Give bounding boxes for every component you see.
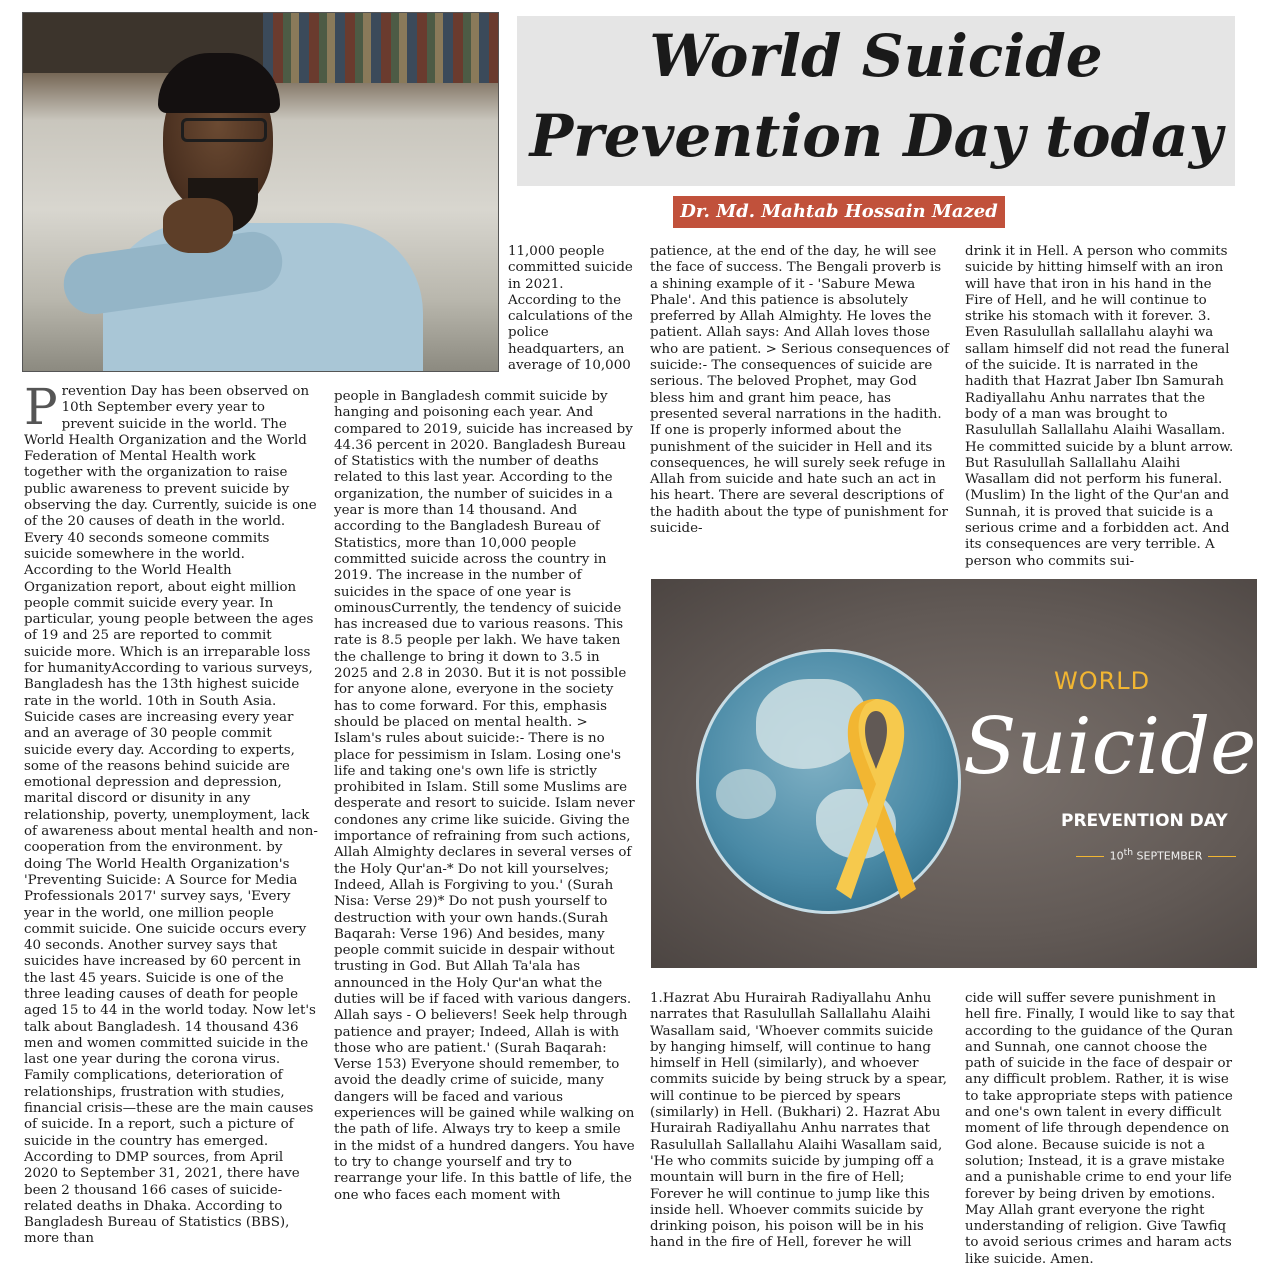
photo-bookshelf [263,13,498,83]
globe-landmass [716,769,776,819]
column-1-text: revention Day has been observed on 10th September every year to prevent suicide in the world. The World Health Organization and the World Federation of Mental Health work together with the organization to raise public awareness to prevent suicide by observing the day. Currently, suicide is one of the 20 causes of death in the world. Every 40 seconds someone commits suicide somewhere in the world. According to the World Health Organization report, about eight million people commit suicide every year. In particular, young people between the ages of 19 and 25 are reported to commit suicide more. Which is an irreparable loss for humanityAccording to various surveys, Bangladesh has the 13th highest suicide rate in the world. 10th in South Asia. Suicide cases are increasing every year and an average of 30 people commit suicide every day. According to experts, some of the reasons behind suicide are emotional depression and depression, marital discord or disunity in any relationship, poverty, unemployment, lack of awareness about mental health and non-cooperation from the environment. by doing The World Health Organization's 'Preventing Suicide: A Source for Media Professionals 2017' survey says, 'Every year in the world, one million people commit suicide. One suicide occurs every 40 seconds. Another survey says that suicides have increased by 60 percent in the last 45 years. Suicide is one of the three leading causes of death for people aged 15 to 44 in the world today. Now let's talk about Bangladesh. 14 thousand 436 men and women committed suicide in the last one year during the corona virus. Family complications, deterioration of relationships, frustration with studies, financial crisis—these are the main causes of suicide. In a report, such a picture of suicide in the country has emerged. According to DMP sources, from April 2020 to September 31, 2021, there have been 2 thousand 166 cases of suicide-related deaths in Dhaka. According to Bangladesh Bureau of Statistics (BBS), more than [24,384,318,1247]
author-byline: Dr. Md. Mahtab Hossain Mazed [673,196,1005,228]
headline-line-2: Prevention Day today [529,102,1223,170]
article-column-3-top: patience, at the end of the day, he will see the face of success. The Bengali proverb is a shining example of it - 'Sabure Mewa Phale'. And this patience is absolutely preferred by Allah Almighty. He loves the patient. Allah says: And Allah loves those who are patient. > Serious consequences of suicide:- The consequences of suicide are serious. The beloved Prophet, may God bless him and grant him peace, has presented several narrations in the hadith. If one is properly informed about the punishment of the suicider in Hell and its consequences, he will surely seek refuge in Allah from suicide and hate such an act in his heart. There are several descriptions of the hadith about the type of punishment for suicide- [650,244,950,537]
graphic-date-suffix: th [1123,847,1134,858]
headline [517,16,1235,176]
article-column-4-top: drink it in Hell. A person who commits suicide by hitting himself with an iron will have that iron in his hand in the Fire of Hell, and he will continue to strike his stomach with it forever. 3. Even Rasulullah sallallahu alayhi wa sallam himself did not read the funeral of the suicide. It is narrated in the hadith that Hazrat Jaber Ibn Samurah Radiyallahu Anhu narrates that the body of a man was brought to Rasulullah Sallallahu Alaihi Wasallam. He committed suicide by a blunt arrow. But Rasulullah Sallallahu Alaihi Wasallam did not perform his funeral. (Muslim) In the light of the Qur'an and Sunnah, it is proved that suicide is a serious crime and a forbidden act. And its consequences are very terrible. A person who commits sui- [965,244,1234,569]
author-photo [22,12,499,372]
photo-hand [163,198,233,253]
prevention-day-graphic [651,579,1257,968]
article-column-2: people in Bangladesh commit suicide by hanging and poisoning each year. And compared to 2019, suicide has increased by 44.36 percent in 2020. Bangladesh Bureau of Statistics with the number of deaths related to this last year. According to the organization, the number of suicides in a year is more than 14 thousand. And according to the Bangladesh Bureau of Statistics, more than 10,000 people committed suicide across the country in 2019. The increase in the number of suicides in the space of one year is ominousCurrently, the tendency of suicide has increased due to various reasons. This rate is 8.5 people per lakh. We have taken the challenge to bring it down to 3.5 in 2025 and 2.8 in 2030. But it is not possible for anyone alone, everyone in the society has to come forward. For this, emphasis should be placed on mental health. > Islam's rules about suicide:- There is no place for pessimism in Islam. Losing one's life and taking one's own life is strictly prohibited in Islam. Still some Muslims are desperate and resort to suicide. Islam never condones any crime like suicide. Giving the importance of refraining from such actions, Allah Almighty declares in several verses of the Holy Qur'an-* Do not kill yourselves; Indeed, Allah is Forgiving to you.' (Surah Nisa: Verse 29)* Do not push yourself to destruction with your own hands.(Surah Baqarah: Verse 196) And besides, many people commit suicide in despair without trusting in God. But Allah Ta'ala has announced in the Holy Qur'an what the duties will be if faced with various dangers. Allah says - O believers! Seek help through patience and prayer; Indeed, Allah is with those who are patient.' (Surah Baqarah: Verse 153) Everyone should remember, to avoid the deadly crime of suicide, many dangers will be faced and various experiences will be gained while walking on the path of life. Always try to keep a smile in the midst of a hundred dangers. You have to try to change yourself and try to rearrange your life. In this battle of life, the one who faces each moment with [334,389,635,1203]
graphic-suicide-script: Suicide [963,702,1257,792]
drop-cap: P [24,378,58,436]
graphic-date-month: SEPTEMBER [1136,849,1203,863]
photo-glasses [181,118,267,142]
date-rule-right [1208,856,1236,857]
article-column-1 [24,378,318,1248]
date-rule-left [1076,856,1104,857]
graphic-prevention-day-label: PREVENTION DAY [1061,811,1228,831]
article-column-2-top: 11,000 people committed suicide in 2021. According to the calculations of the police headquarters, an average of 10,000 [508,244,633,374]
headline-line-1: World Suicide [649,22,1103,90]
globe-icon [696,649,961,914]
awareness-ribbon-icon [831,689,921,909]
graphic-world-label: WORLD [1054,667,1151,695]
article-column-4-bottom: cide will suffer severe punishment in hell fire. Finally, I would like to say that according to the guidance of the Quran and Sunnah, one cannot choose the path of suicide in the face of despair or any difficult problem. Rather, it is wise to take appropriate steps with patience and one's own talent in every difficult moment of life through dependence on God alone. Because suicide is not a solution; Instead, it is a grave mistake and a punishable crime to end your life forever by being driven by emotions. May Allah grant everyone the right understanding of religion. Give Tawfiq to avoid serious crimes and haram acts like suicide. Amen. [965,991,1235,1267]
graphic-date-number: 10 [1109,849,1124,863]
graphic-date-label [1056,847,1256,863]
article-column-3-bottom: 1.Hazrat Abu Hurairah Radiyallahu Anhu narrates that Rasulullah Sallallahu Alaihi Wasallam said, 'Whoever commits suicide by hanging himself, will continue to hang himself in Hell (similarly), and whoever commits suicide by being struck by a spear, will continue to be pierced by spears (similarly) in Hell. (Bukhari) 2. Hazrat Abu Hurairah Radiyallahu Anhu narrates that Rasulullah Sallallahu Alaihi Wasallam said, 'He who commits suicide by jumping off a mountain will burn in the fire of Hell; Forever he will continue to jump like this inside hell. Whoever commits suicide by drinking poison, his poison will be in his hand in the fire of Hell, forever he will [650,991,948,1251]
